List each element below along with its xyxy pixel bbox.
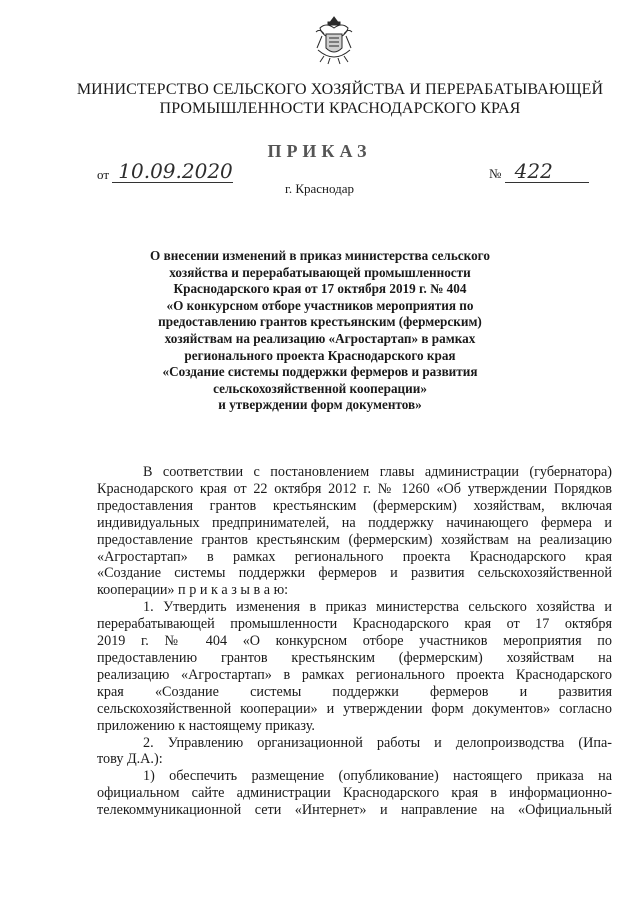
- body-line: предоставления грантов крестьянским (фермерским) хозяйствам, включая: [97, 497, 612, 514]
- body-line: края «Создание системы поддержки фермеров и развития: [97, 683, 612, 700]
- body-line: индивидуальных предпринимателей, на поддержку начинающего фермера и: [97, 514, 612, 531]
- ministry-line-1: МИНИСТЕРСТВО СЕЛЬСКОГО ХОЗЯЙСТВА И ПЕРЕРАБАТЫВАЮЩЕЙ: [76, 81, 604, 98]
- heading-line: «О конкурсном отборе участников мероприятия по: [166, 297, 474, 313]
- date-handwritten: 10.09.2020: [112, 160, 233, 183]
- body-line: 1) обеспечить размещение (опубликование) настоящего приказа на: [143, 768, 612, 785]
- body-line: приложению к настоящему приказу.: [97, 717, 315, 734]
- order-number: [489, 160, 589, 183]
- order-body: [97, 464, 612, 819]
- heading-line: сельскохозяйственной кооперации»: [213, 380, 427, 396]
- body-line: «Создание системы поддержки фермеров и развития сельскохозяйственной: [97, 565, 612, 582]
- body-line: перерабатывающей промышленности Краснодарского края от 17 октября: [97, 616, 612, 633]
- body-line: сельскохозяйственной кооперации» и утверждении форм документов» согласно: [97, 700, 612, 717]
- heading-line: хозяйствам на реализацию «Агростартап» в рамках: [164, 330, 476, 346]
- body-line: «Агростартап» в рамках регионального проекта Краснодарского края: [97, 548, 612, 565]
- order-date: [97, 160, 233, 183]
- document-title: ПРИКАЗ: [267, 141, 372, 161]
- body-line: 2019 г. № 404 «О конкурсном отборе участников мероприятия по: [97, 633, 612, 650]
- heading-line: О внесении изменений в приказ министерства сельского: [150, 248, 490, 263]
- heading-line: и утверждении форм документов»: [218, 397, 422, 413]
- body-line: В соответствии с постановлением главы администрации (губернатора): [143, 464, 612, 480]
- body-line: тову Д.А.):: [97, 751, 163, 768]
- body-line: кооперации» п р и к а з ы в а ю:: [97, 582, 289, 599]
- heading-line: «Создание системы поддержки фермеров и развития: [162, 364, 478, 380]
- heading-line: хозяйства и перерабатывающей промышленности: [169, 264, 471, 280]
- ministry-line-2: ПРОМЫШЛЕННОСТИ КРАСНОДАРСКОГО КРАЯ: [159, 100, 521, 117]
- body-line: реализацию «Агростартап» в рамках регионального проекта Краснодарского: [97, 666, 612, 683]
- heading-line: предоставлению грантов крестьянским (фермерским): [158, 314, 482, 330]
- city: г. Краснодар: [284, 181, 355, 196]
- body-line: Краснодарского края от 22 октября 2012 г. № 1260 «Об утверждении Порядков: [97, 480, 612, 497]
- heading-line: Краснодарского края от 17 октября 2019 г. № 404: [173, 281, 467, 297]
- body-line: предоставление грантов крестьянским (фермерским) хозяйствам на реализацию: [97, 531, 612, 548]
- body-line: официальном сайте администрации Краснодарского края в информационно-: [97, 785, 612, 802]
- ministry-name: [60, 80, 620, 118]
- date-label: от: [97, 167, 110, 182]
- body-line: 2. Управлению организационной работы и делопроизводства (Ипа-: [143, 734, 612, 751]
- heading-line: регионального проекта Краснодарского края: [184, 347, 456, 363]
- number-handwritten: 422: [505, 160, 589, 183]
- body-line: телекоммуникационной сети «Интернет» и направление на «Официальный: [97, 802, 612, 819]
- number-label: №: [489, 166, 502, 181]
- body-line: предоставлению грантов крестьянским (фермерским) хозяйствам на: [97, 649, 612, 666]
- order-heading: [110, 248, 530, 414]
- coat-of-arms-emblem: [312, 14, 356, 66]
- body-line: 1. Утвердить изменения в приказ министерства сельского хозяйства и: [143, 599, 612, 616]
